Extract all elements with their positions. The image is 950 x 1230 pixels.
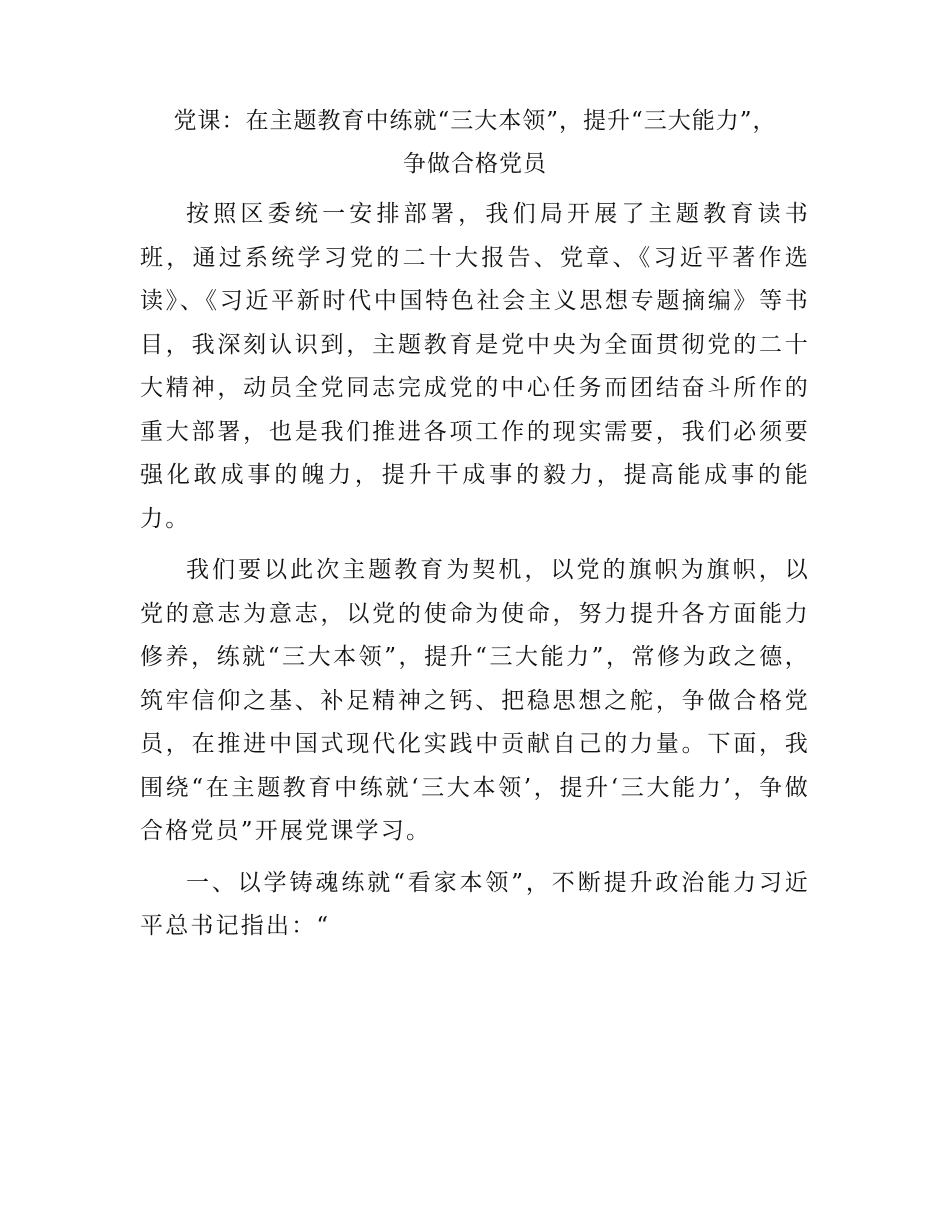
paragraph-purpose: 我们要以此次主题教育为契机，以党的旗帜为旗帜，以党的意志为意志，以党的使命为使命，努力提升各方面能力修养，练就“三大本领”，提升“三大能力”，常修为政之德，筑牢信仰之基、补足精神之钙、把稳思想之舵，争做合格党员，在推进中国式现代化实践中贡献自己的力量。下面，我围绕“在主题教育中练就‘三大本领’，提升‘三大能力’，争做合格党员”开展党课学习。 [140,557,810,844]
title-line-1: 党课：在主题教育中练就“三大本领”，提升“三大能力”， [173,108,777,134]
paragraph-intro: 按照区委统一安排部署，我们局开展了主题教育读书班，通过系统学习党的二十大报告、党章、《习近平著作选读》、《习近平新时代中国特色社会主义思想专题摘编》等书目，我深刻认识到，主题教育是党中央为全面贯彻党的二十大精神，动员全党同志完成党的中心任务而团结奋斗所作的重大部署，也是我们推进各项工作的现实需要，我们必须要强化敢成事的魄力，提升干成事的毅力，提高能成事的能力。 [140,201,810,532]
title-line-2: 争做合格党员 [403,151,547,177]
title-spacer [140,186,810,193]
paragraph-section-one: 一、以学铸魂练就“看家本领”，不断提升政治能力习近平总书记指出：“ [140,869,810,939]
document-title [140,100,810,186]
document-page [140,100,810,949]
